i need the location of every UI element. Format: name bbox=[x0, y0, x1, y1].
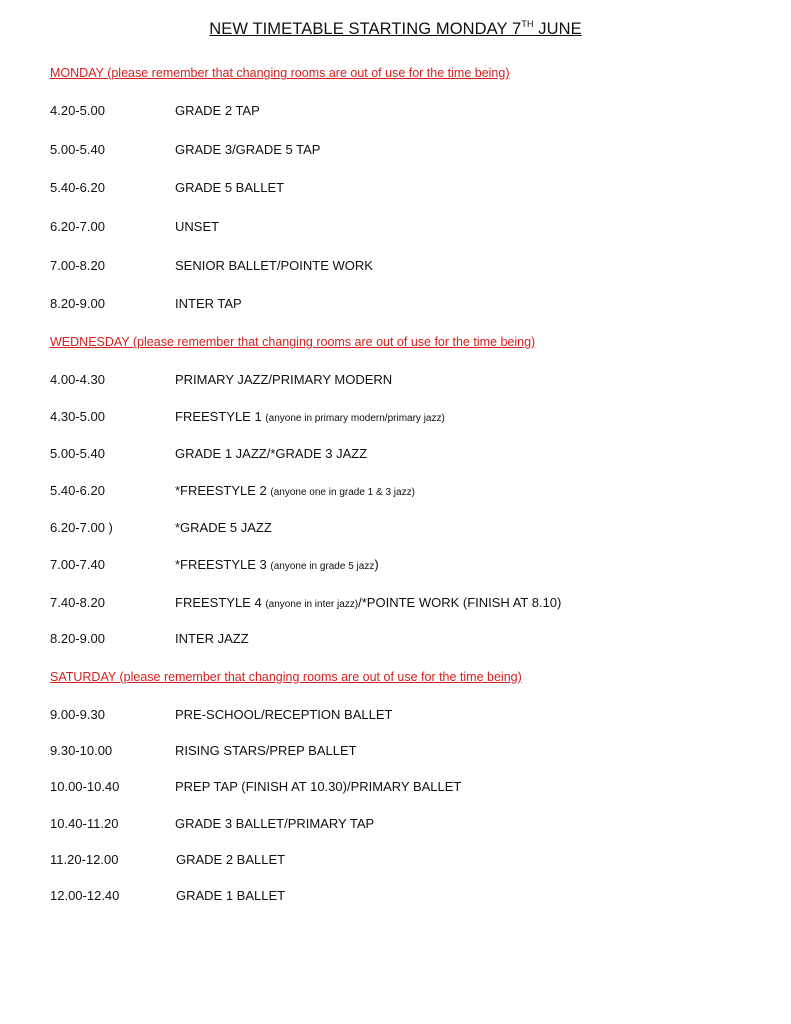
row-time: 11.20-12.00 bbox=[50, 852, 119, 867]
title-superscript: TH bbox=[521, 19, 534, 29]
row-class: PREP TAP (FINISH AT 10.30)/PRIMARY BALLET bbox=[175, 779, 462, 794]
row-class: SENIOR BALLET/POINTE WORK bbox=[175, 258, 373, 273]
row-time: 7.00-7.40 bbox=[50, 557, 105, 572]
row-class: GRADE 3 BALLET/PRIMARY TAP bbox=[175, 816, 375, 831]
row-time: 7.00-8.20 bbox=[50, 258, 105, 273]
row-time: 5.40-6.20 bbox=[50, 483, 105, 498]
row-class: INTER TAP bbox=[175, 296, 242, 311]
row-class: PRIMARY JAZZ/PRIMARY MODERN bbox=[175, 372, 393, 387]
row-class: GRADE 5 BALLET bbox=[175, 180, 285, 195]
row-time: 9.30-10.00 bbox=[50, 743, 113, 758]
row-time: 4.20-5.00 bbox=[50, 103, 105, 118]
row-class: FREESTYLE 4 (anyone in inter jazz)/*POINTE WORK (FINISH AT 8.10) bbox=[175, 595, 562, 610]
row-class: INTER JAZZ bbox=[175, 631, 249, 646]
section-heading-saturday: SATURDAY (please remember that changing rooms are out of use for the time being) bbox=[50, 670, 522, 684]
row-time: 4.00-4.30 bbox=[50, 372, 105, 387]
row-time: 8.20-9.00 bbox=[50, 631, 105, 646]
row-time: 10.00-10.40 bbox=[50, 779, 120, 794]
row-class: *FREESTYLE 3 (anyone in grade 5 jazz) bbox=[175, 557, 379, 572]
row-time: 12.00-12.40 bbox=[50, 888, 120, 903]
row-class: GRADE 1 BALLET bbox=[176, 888, 286, 903]
row-class: GRADE 2 BALLET bbox=[176, 852, 286, 867]
row-class: *GRADE 5 JAZZ bbox=[175, 520, 272, 535]
row-time: 6.20-7.00 ) bbox=[50, 520, 113, 535]
page-title: NEW TIMETABLE STARTING MONDAY 7TH JUNE bbox=[209, 19, 582, 38]
row-class: *FREESTYLE 2 (anyone one in grade 1 & 3 jazz) bbox=[175, 483, 415, 498]
row-time: 7.40-8.20 bbox=[50, 595, 105, 610]
row-time: 10.40-11.20 bbox=[50, 816, 119, 831]
row-time: 5.00-5.40 bbox=[50, 446, 105, 461]
row-class: FREESTYLE 1 (anyone in primary modern/primary jazz) bbox=[175, 409, 445, 424]
row-time: 8.20-9.00 bbox=[50, 296, 105, 311]
row-time: 5.00-5.40 bbox=[50, 142, 105, 157]
row-class: UNSET bbox=[175, 219, 220, 234]
row-class: GRADE 3/GRADE 5 TAP bbox=[175, 142, 321, 157]
section-heading-monday: MONDAY (please remember that changing rooms are out of use for the time being) bbox=[50, 66, 510, 80]
section-heading-wednesday: WEDNESDAY (please remember that changing rooms are out of use for the time being) bbox=[50, 335, 536, 349]
row-time: 6.20-7.00 bbox=[50, 219, 105, 234]
row-class: GRADE 1 JAZZ/*GRADE 3 JAZZ bbox=[175, 446, 368, 461]
row-class: RISING STARS/PREP BALLET bbox=[175, 743, 357, 758]
row-class: PRE-SCHOOL/RECEPTION BALLET bbox=[175, 707, 393, 722]
row-class: GRADE 2 TAP bbox=[175, 103, 260, 118]
row-time: 5.40-6.20 bbox=[50, 180, 105, 195]
row-time: 9.00-9.30 bbox=[50, 707, 105, 722]
row-time: 4.30-5.00 bbox=[50, 409, 105, 424]
